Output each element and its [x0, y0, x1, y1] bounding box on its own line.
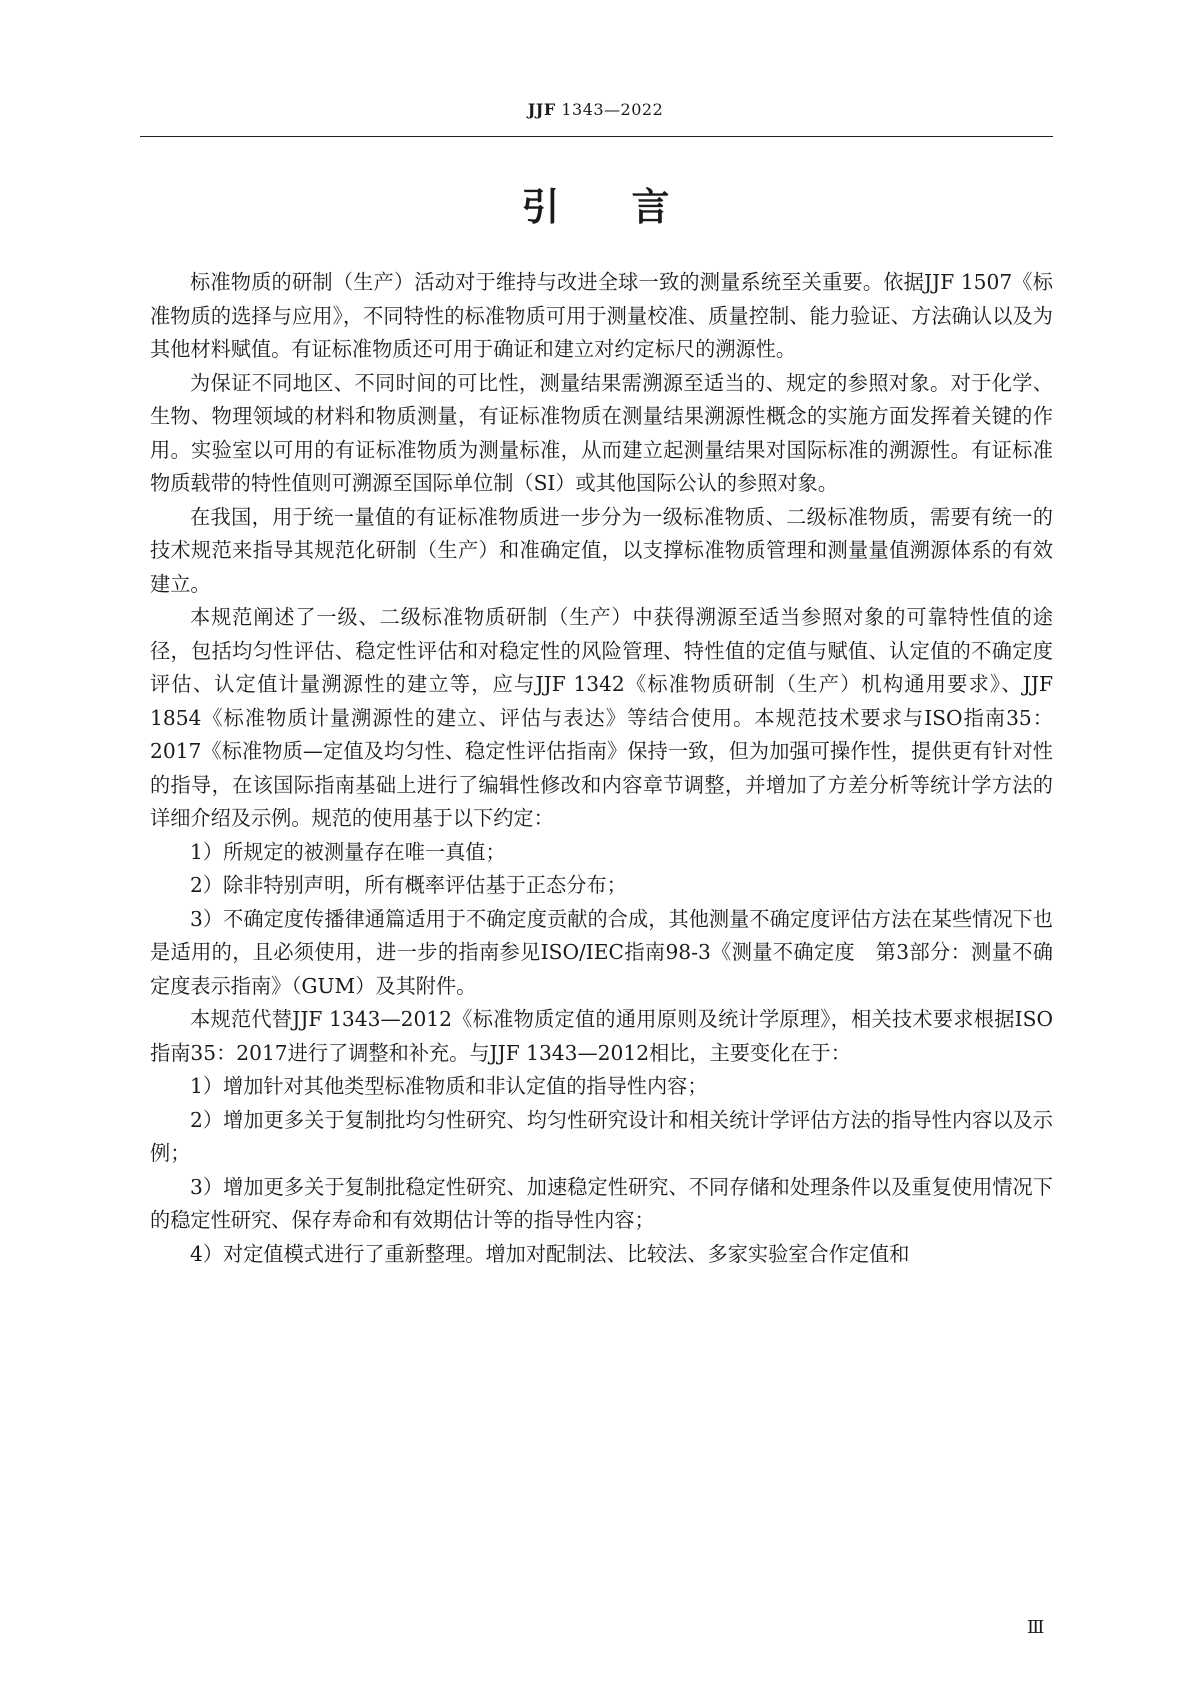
list-item: 3）不确定度传播律通篇适用于不确定度贡献的合成，其他测量不确定度评估方法在某些情况下也是适用的，且必须使用，进一步的指南参见ISO/IEC指南98-3《测量不确定度 第3部分：测量不确定度表示指南》（GUM）及其附件。 — [150, 906, 1053, 998]
paragraph: 在我国，用于统一量值的有证标准物质进一步分为一级标准物质、二级标准物质，需要有统一的技术规范来指导其规范化研制（生产）和准确定值，以支撑标准物质管理和测量量值溯源体系的有效建立。 — [150, 504, 1053, 596]
list-item: 2）增加更多关于复制批均匀性研究、均匀性研究设计和相关统计学评估方法的指导性内容以及示例； — [150, 1107, 1053, 1165]
paragraph: 本规范阐述了一级、二级标准物质研制（生产）中获得溯源至适当参照对象的可靠特性值的途径，包括均匀性评估、稳定性评估和对稳定性的风险管理、特性值的定值与赋值、认定值的不确定度评估、认定值计量溯源性的建立等，应与JJF 1342《标准物质研制（生产）机构通用要求》、JJF 1854《标准物质计量溯源性的建立、评估与表达》等结合使用。本规范技术要求与ISO指南35：2017《标准物质—定值及均匀性、稳定性评估指南》保持一致，但为加强可操作性，提供更有针对性的指导，在该国际指南基础上进行了编辑性修改和内容章节调整，并增加了方差分析等统计学方法的详细介绍及示例。规范的使用基于以下约定： — [150, 605, 1053, 830]
paragraph: 为保证不同地区、不同时间的可比性，测量结果需溯源至适当的、规定的参照对象。对于化学、生物、物理领域的材料和物质测量，有证标准物质在测量结果溯源性概念的实施方面发挥着关键的作用。实验室以可用的有证标准物质为测量标准，从而建立起测量结果对国际标准的溯源性。有证标准物质载带的特性值则可溯源至国际单位制（SI）或其他国际公认的参照对象。 — [150, 370, 1053, 495]
list-item: 3）增加更多关于复制批稳定性研究、加速稳定性研究、不同存储和处理条件以及重复使用情况下的稳定性研究、保存寿命和有效期估计等的指导性内容； — [150, 1174, 1053, 1232]
page-number: Ⅲ — [1027, 1617, 1045, 1638]
header-code: JJF — [527, 100, 556, 119]
paragraph: 标准物质的研制（生产）活动对于维持与改进全球一致的测量系统至关重要。依据JJF 1507《标准物质的选择与应用》，不同特性的标准物质可用于测量校准、质量控制、能力验证、方法确认以及为其他材料赋值。有证标准物质还可用于确证和建立对约定标尺的溯源性。 — [150, 270, 1053, 361]
list-item: 4）对定值模式进行了重新整理。增加对配制法、比较法、多家实验室合作定值和 — [190, 1241, 910, 1266]
list-item: 2）除非特别声明，所有概率评估基于正态分布； — [190, 873, 627, 897]
paragraph: 本规范代替JJF 1343—2012《标准物质定值的通用原则及统计学原理》，相关技术要求根据ISO指南35：2017进行了调整和补充。与JJF 1343—2012相比，主要变化在于： — [150, 1007, 1053, 1065]
body-text — [150, 266, 1053, 1271]
list-item: 1）增加针对其他类型标准物质和非认定值的指导性内容； — [190, 1074, 708, 1098]
document-header — [0, 100, 1191, 119]
list-item: 1）所规定的被测量存在唯一真值； — [190, 839, 506, 864]
header-rule — [140, 136, 1053, 137]
page-title: 引言 — [521, 185, 742, 229]
header-number: 1343—2022 — [561, 100, 664, 119]
